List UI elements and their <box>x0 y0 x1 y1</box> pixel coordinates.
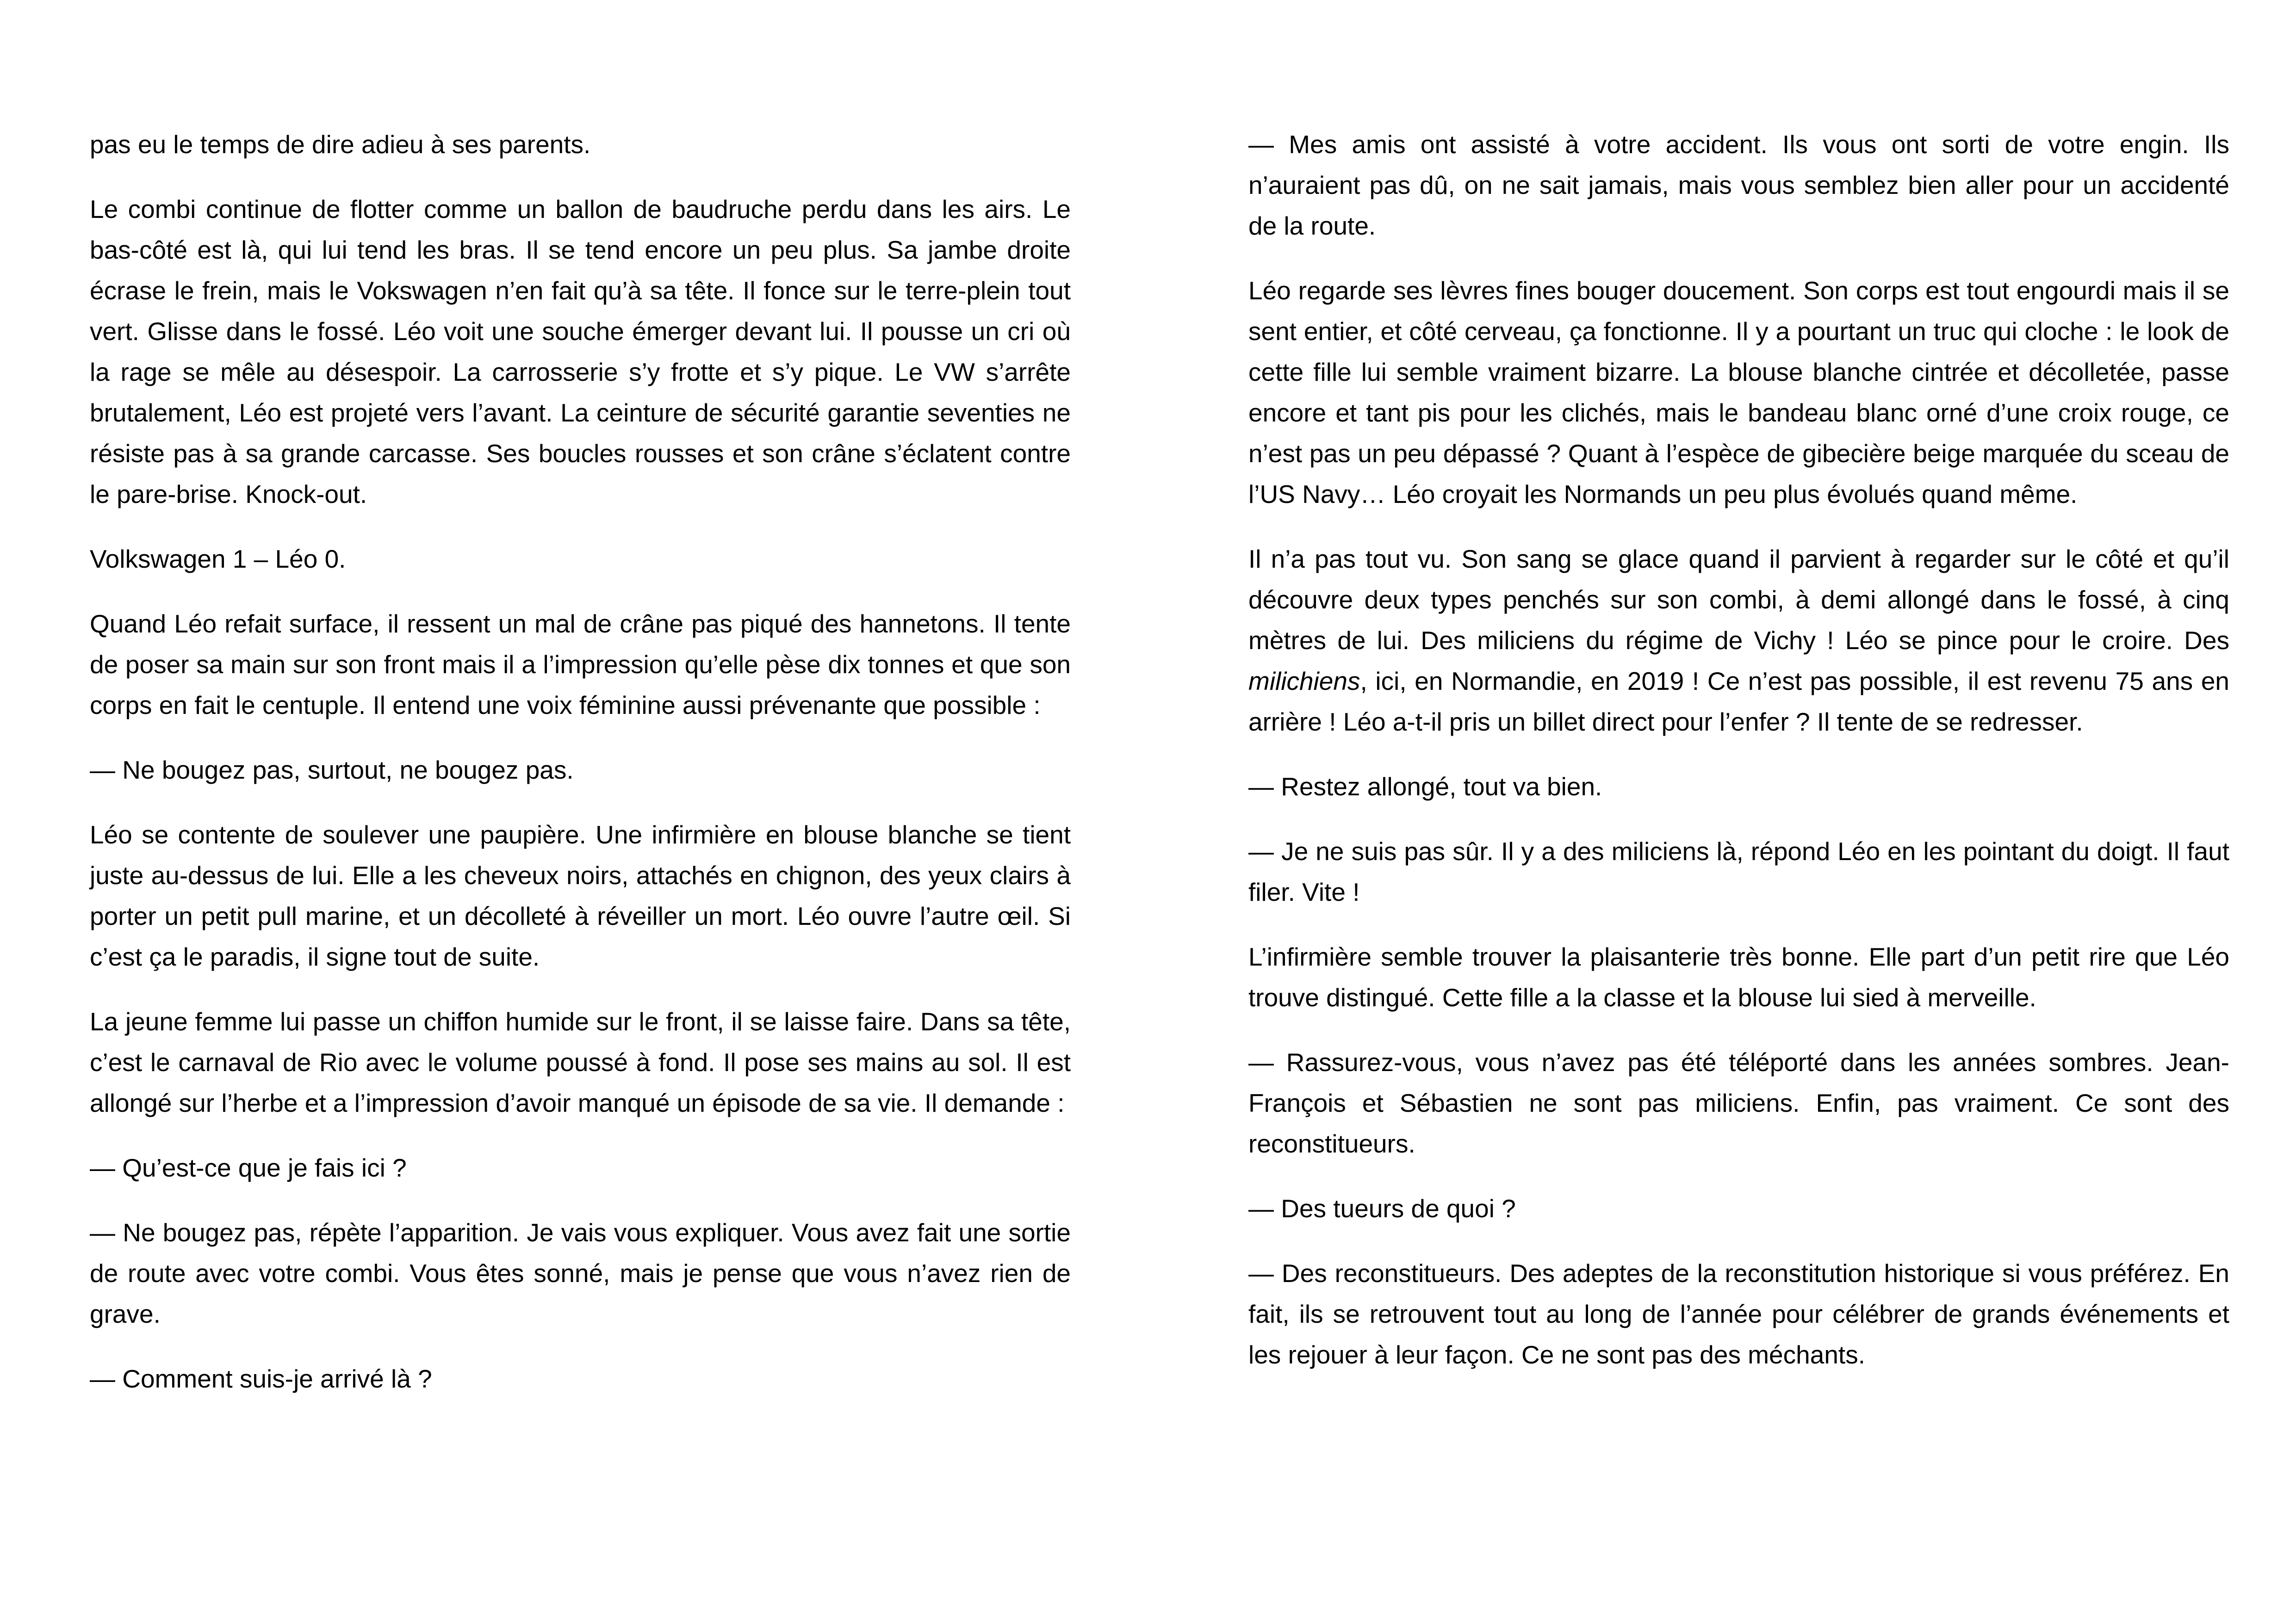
paragraph <box>1248 539 2229 742</box>
paragraph-text: Il n’a pas tout vu. Son sang se glace quand il parvient à regarder sur le côté et qu’il découvre deux types penchés sur son combi, à demi allongé dans le fossé, à cinq mètres de lui. Des miliciens du régime de Vichy ! Léo se pince pour le croire. Des <box>1248 545 2229 655</box>
right-text-column <box>1248 124 2229 1375</box>
dialogue-line: — Des reconstitueurs. Des adeptes de la reconstitution historique si vous préférez. En fait, ils se retrouvent tout au long de l’année pour célébrer de grands événements et les rejouer à leur façon. Ce ne sont pas des méchants. <box>1248 1259 2229 1369</box>
dialogue-line: — Qu’est-ce que je fais ici ? <box>90 1153 407 1182</box>
dialogue-line: — Des tueurs de quoi ? <box>1248 1194 1516 1223</box>
paragraph: L’infirmière semble trouver la plaisanterie très bonne. Elle part d’un petit rire que Léo trouve distingué. Cette fille a la classe et la blouse lui sied à merveille. <box>1248 942 2229 1012</box>
paragraph: pas eu le temps de dire adieu à ses parents. <box>90 130 591 159</box>
paragraph: Léo se contente de soulever une paupière. Une infirmière en blouse blanche se tient juste au-dessus de lui. Elle a les cheveux noirs, attachés en chignon, des yeux clairs à porter un petit pull marine, et un décolleté à réveiller un mort. Léo ouvre l’autre œil. Si c’est ça le paradis, il signe tout de suite. <box>90 820 1071 971</box>
paragraph-text: , ici, en Normandie, en 2019 ! Ce n’est pas possible, il est revenu 75 ans en arrière ! Léo a-t-il pris un billet direct pour l’enfer ? Il tente de se redresser. <box>1248 667 2229 736</box>
dialogue-line: — Restez allongé, tout va bien. <box>1248 772 1602 801</box>
dialogue-line: — Ne bougez pas, surtout, ne bougez pas. <box>90 756 574 784</box>
dialogue-line: — Je ne suis pas sûr. Il y a des miliciens là, répond Léo en les pointant du doigt. Il faut filer. Vite ! <box>1248 837 2229 906</box>
italic-word: milichiens <box>1248 667 1360 695</box>
paragraph: La jeune femme lui passe un chiffon humide sur le front, il se laisse faire. Dans sa tête, c’est le carnaval de Rio avec le volume poussé à fond. Il pose ses mains au sol. Il est allongé sur l’herbe et a l’impression d’avoir manqué un épisode de sa vie. Il demande : <box>90 1007 1071 1117</box>
dialogue-line: — Comment suis-je arrivé là ? <box>90 1364 432 1393</box>
paragraph: Léo regarde ses lèvres fines bouger doucement. Son corps est tout engourdi mais il se sent entier, et côté cerveau, ça fonctionne. Il y a pourtant un truc qui cloche : le look de cette fille lui semble vraiment bizarre. La blouse blanche cintrée et décolletée, passe encore et tant pis pour les clichés, mais le bandeau blanc orné d’une croix rouge, ce n’est pas un peu dépassé ? Quant à l’espèce de gibecière beige marquée du sceau de l’US Navy… Léo croyait les Normands un peu plus évolués quand même. <box>1248 276 2229 508</box>
dialogue-line: — Rassurez-vous, vous n’avez pas été téléporté dans les années sombres. Jean-François et Sébastien ne sont pas miliciens. Enfin, pas vraiment. Ce sont des reconstitueurs. <box>1248 1048 2229 1158</box>
dialogue-line: — Mes amis ont assisté à votre accident. Ils vous ont sorti de votre engin. Ils n’auraient pas dû, on ne sait jamais, mais vous semblez bien aller pour un accidenté de la route. <box>1248 130 2229 240</box>
paragraph: Volkswagen 1 – Léo 0. <box>90 545 346 573</box>
left-text-column <box>90 124 1071 1399</box>
dialogue-line: — Ne bougez pas, répète l’apparition. Je vais vous expliquer. Vous avez fait une sortie de route avec votre combi. Vous êtes sonné, mais je pense que vous n’avez rien de grave. <box>90 1218 1071 1328</box>
paragraph: Le combi continue de flotter comme un ballon de baudruche perdu dans les airs. Le bas-côté est là, qui lui tend les bras. Il se tend encore un peu plus. Sa jambe droite écrase le frein, mais le Vokswagen n’en fait qu’à sa tête. Il fonce sur le terre-plein tout vert. Glisse dans le fossé. Léo voit une souche émerger devant lui. Il pousse un cri où la rage se mêle au désespoir. La carrosserie s’y frotte et s’y pique. Le VW s’arrête brutalement, Léo est projeté vers l’avant. La ceinture de sécurité garantie seventies ne résiste pas à sa grande carcasse. Ses boucles rousses et son crâne s’éclatent contre le pare-brise. Knock-out. <box>90 195 1071 508</box>
paragraph: Quand Léo refait surface, il ressent un mal de crâne pas piqué des hannetons. Il tente de poser sa main sur son front mais il a l’impression qu’elle pèse dix tonnes et que son corps en fait le centuple. Il entend une voix féminine aussi prévenante que possible : <box>90 609 1071 719</box>
